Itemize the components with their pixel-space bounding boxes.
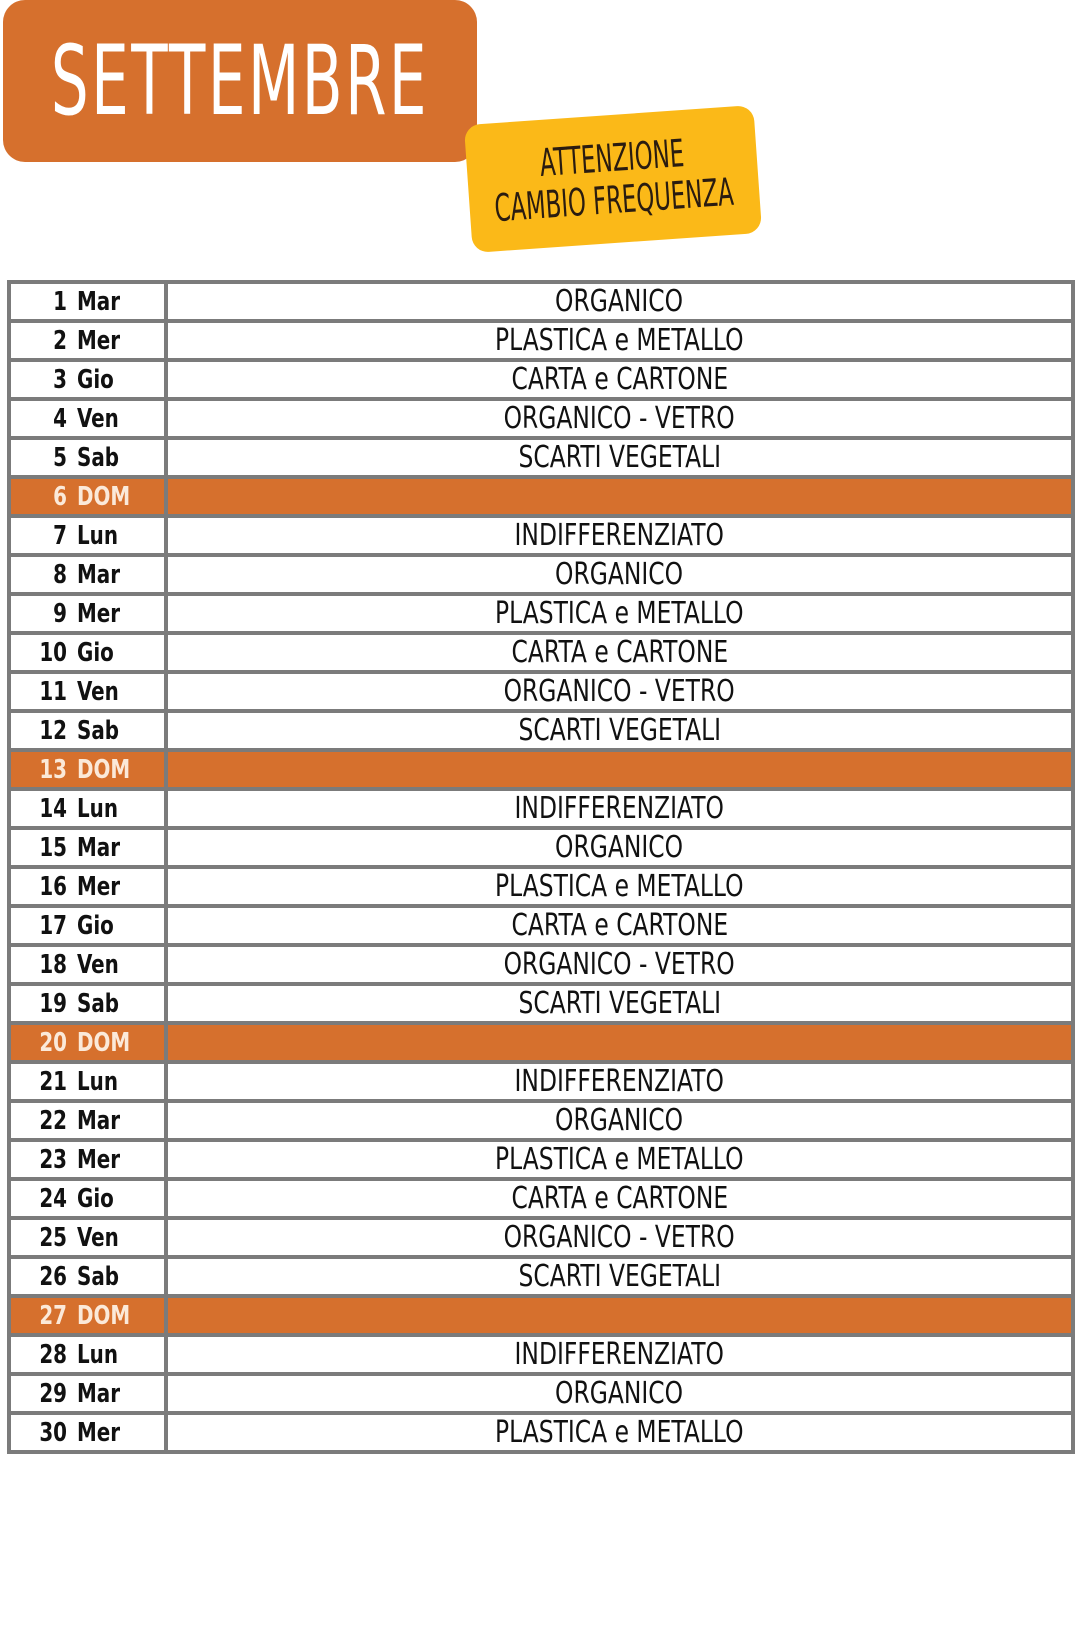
weekday-name: Mer — [77, 325, 121, 356]
waste-type: ORGANICO - VETRO — [503, 674, 736, 709]
waste-type: ORGANICO — [555, 1376, 684, 1411]
calendar-row — [9, 1101, 1073, 1140]
waste-type-cell — [166, 321, 1073, 360]
waste-type: ORGANICO — [555, 284, 684, 319]
frequency-change-notice — [464, 105, 762, 253]
weekday-name: Ven — [77, 403, 119, 434]
notice-line-1: ATTENZIONE — [537, 131, 686, 186]
weekday-name: Mer — [77, 598, 121, 629]
day-number: 11 — [39, 676, 67, 707]
waste-type-cell — [166, 282, 1073, 321]
day-number: 16 — [39, 871, 67, 902]
waste-type-cell — [166, 1413, 1073, 1452]
calendar-row — [9, 672, 1073, 711]
day-number: 3 — [53, 364, 67, 395]
day-number: 19 — [39, 988, 67, 1019]
calendar-row — [9, 711, 1073, 750]
day-cell — [9, 633, 166, 672]
notice-line-2: CAMBIO FREQUENZA — [493, 169, 736, 231]
waste-type-cell — [166, 828, 1073, 867]
waste-type-cell — [166, 789, 1073, 828]
waste-type-cell — [166, 360, 1073, 399]
calendar-row — [9, 1257, 1073, 1296]
day-number: 9 — [53, 598, 67, 629]
calendar-row — [9, 1140, 1073, 1179]
waste-type: ORGANICO — [555, 830, 684, 865]
calendar-row — [9, 1374, 1073, 1413]
day-cell — [9, 477, 166, 516]
day-cell — [9, 282, 166, 321]
waste-type: PLASTICA e METALLO — [495, 1142, 744, 1177]
waste-type: ORGANICO — [555, 1103, 684, 1138]
day-number: 20 — [39, 1027, 67, 1058]
weekday-name: Lun — [77, 520, 118, 551]
day-number: 4 — [53, 403, 67, 434]
calendar-row — [9, 1062, 1073, 1101]
collection-calendar-table — [7, 280, 1075, 1454]
weekday-name: DOM — [77, 1027, 131, 1058]
day-cell — [9, 945, 166, 984]
day-cell — [9, 360, 166, 399]
calendar-row — [9, 789, 1073, 828]
waste-type-cell — [166, 438, 1073, 477]
day-number: 15 — [39, 832, 67, 863]
weekday-name: Mar — [77, 1105, 121, 1136]
waste-type: ORGANICO — [555, 557, 684, 592]
calendar-row-sunday — [9, 1296, 1073, 1335]
calendar-row — [9, 594, 1073, 633]
day-cell — [9, 438, 166, 477]
day-cell — [9, 1218, 166, 1257]
calendar-row — [9, 282, 1073, 321]
day-number: 28 — [39, 1339, 67, 1370]
waste-type-cell — [166, 672, 1073, 711]
waste-type-cell — [166, 750, 1073, 789]
calendar-row — [9, 906, 1073, 945]
day-number: 14 — [39, 793, 67, 824]
calendar-row — [9, 438, 1073, 477]
calendar-row-sunday — [9, 1023, 1073, 1062]
waste-type: PLASTICA e METALLO — [495, 323, 744, 358]
day-cell — [9, 711, 166, 750]
calendar-row — [9, 1179, 1073, 1218]
waste-type-cell — [166, 1023, 1073, 1062]
weekday-name: Sab — [77, 988, 119, 1019]
day-cell — [9, 516, 166, 555]
weekday-name: Lun — [77, 1339, 118, 1370]
day-number: 21 — [39, 1066, 67, 1097]
calendar-row — [9, 633, 1073, 672]
waste-type-cell — [166, 1062, 1073, 1101]
weekday-name: Ven — [77, 1222, 119, 1253]
day-cell — [9, 1023, 166, 1062]
weekday-name: Mar — [77, 1378, 121, 1409]
day-cell — [9, 1257, 166, 1296]
day-cell — [9, 399, 166, 438]
waste-type: INDIFFERENZIATO — [514, 791, 725, 826]
waste-type: CARTA e CARTONE — [511, 635, 728, 670]
day-cell — [9, 1374, 166, 1413]
day-number: 2 — [53, 325, 67, 356]
calendar-row — [9, 984, 1073, 1023]
calendar-row — [9, 945, 1073, 984]
day-cell — [9, 672, 166, 711]
waste-type: SCARTI VEGETALI — [518, 1259, 721, 1294]
day-number: 24 — [39, 1183, 67, 1214]
weekday-name: Sab — [77, 1261, 119, 1292]
waste-type-cell — [166, 477, 1073, 516]
weekday-name: Mer — [77, 1144, 121, 1175]
calendar-row — [9, 555, 1073, 594]
weekday-name: Mer — [77, 871, 121, 902]
waste-type: PLASTICA e METALLO — [495, 869, 744, 904]
day-number: 1 — [53, 286, 67, 317]
day-cell — [9, 1140, 166, 1179]
day-cell — [9, 1335, 166, 1374]
calendar-row — [9, 516, 1073, 555]
waste-type-cell — [166, 516, 1073, 555]
waste-type-cell — [166, 555, 1073, 594]
waste-type-cell — [166, 1374, 1073, 1413]
day-cell — [9, 984, 166, 1023]
waste-type: PLASTICA e METALLO — [495, 1415, 744, 1450]
calendar-row — [9, 321, 1073, 360]
calendar-row — [9, 867, 1073, 906]
waste-type: INDIFFERENZIATO — [514, 1064, 725, 1099]
day-cell — [9, 594, 166, 633]
waste-type-cell — [166, 399, 1073, 438]
day-number: 12 — [39, 715, 67, 746]
weekday-name: Lun — [77, 793, 118, 824]
waste-type-cell — [166, 594, 1073, 633]
waste-type-cell — [166, 1140, 1073, 1179]
weekday-name: Mar — [77, 832, 121, 863]
weekday-name: Gio — [77, 910, 114, 941]
weekday-name: Ven — [77, 949, 119, 980]
weekday-name: DOM — [77, 481, 131, 512]
weekday-name: Mar — [77, 286, 121, 317]
waste-type-cell — [166, 1296, 1073, 1335]
waste-type: PLASTICA e METALLO — [495, 596, 744, 631]
waste-type-cell — [166, 984, 1073, 1023]
calendar-row-sunday — [9, 750, 1073, 789]
day-cell — [9, 1413, 166, 1452]
month-title-banner — [3, 0, 477, 162]
day-number: 13 — [39, 754, 67, 785]
day-cell — [9, 750, 166, 789]
waste-type: ORGANICO - VETRO — [503, 1220, 736, 1255]
day-cell — [9, 1101, 166, 1140]
day-number: 29 — [39, 1378, 67, 1409]
waste-type-cell — [166, 1101, 1073, 1140]
waste-type-cell — [166, 1218, 1073, 1257]
day-number: 5 — [53, 442, 67, 473]
calendar-row — [9, 828, 1073, 867]
waste-type-cell — [166, 867, 1073, 906]
weekday-name: Mer — [77, 1417, 121, 1448]
weekday-name: Gio — [77, 364, 114, 395]
waste-type: INDIFFERENZIATO — [514, 1337, 725, 1372]
day-cell — [9, 321, 166, 360]
day-cell — [9, 828, 166, 867]
weekday-name: DOM — [77, 754, 131, 785]
day-number: 18 — [39, 949, 67, 980]
waste-type: CARTA e CARTONE — [511, 362, 728, 397]
day-number: 6 — [53, 481, 67, 512]
calendar-row — [9, 1218, 1073, 1257]
waste-type: SCARTI VEGETALI — [518, 986, 721, 1021]
waste-type: CARTA e CARTONE — [511, 908, 728, 943]
waste-type-cell — [166, 633, 1073, 672]
day-number: 26 — [39, 1261, 67, 1292]
waste-type-cell — [166, 1179, 1073, 1218]
waste-type: SCARTI VEGETALI — [518, 440, 721, 475]
day-number: 10 — [39, 637, 67, 668]
day-cell — [9, 867, 166, 906]
waste-type: ORGANICO - VETRO — [503, 947, 736, 982]
weekday-name: Sab — [77, 442, 119, 473]
day-number: 23 — [39, 1144, 67, 1175]
day-number: 25 — [39, 1222, 67, 1253]
waste-type-cell — [166, 906, 1073, 945]
waste-type-cell — [166, 1257, 1073, 1296]
month-title: SETTEMBRE — [50, 25, 430, 137]
day-cell — [9, 906, 166, 945]
calendar-row — [9, 360, 1073, 399]
waste-type-cell — [166, 945, 1073, 984]
waste-type-cell — [166, 1335, 1073, 1374]
weekday-name: Gio — [77, 637, 114, 668]
day-number: 22 — [39, 1105, 67, 1136]
day-number: 30 — [39, 1417, 67, 1448]
day-cell — [9, 1062, 166, 1101]
calendar-row-sunday — [9, 477, 1073, 516]
waste-type: SCARTI VEGETALI — [518, 713, 721, 748]
weekday-name: Gio — [77, 1183, 114, 1214]
day-cell — [9, 1179, 166, 1218]
day-cell — [9, 555, 166, 594]
calendar-row — [9, 1413, 1073, 1452]
day-number: 27 — [39, 1300, 67, 1331]
weekday-name: Mar — [77, 559, 121, 590]
weekday-name: DOM — [77, 1300, 131, 1331]
day-cell — [9, 789, 166, 828]
calendar-row — [9, 399, 1073, 438]
day-number: 17 — [39, 910, 67, 941]
day-cell — [9, 1296, 166, 1335]
day-number: 8 — [53, 559, 67, 590]
weekday-name: Lun — [77, 1066, 118, 1097]
waste-type: INDIFFERENZIATO — [514, 518, 725, 553]
day-number: 7 — [53, 520, 67, 551]
waste-type: ORGANICO - VETRO — [503, 401, 736, 436]
waste-type-cell — [166, 711, 1073, 750]
calendar-row — [9, 1335, 1073, 1374]
waste-type: CARTA e CARTONE — [511, 1181, 728, 1216]
weekday-name: Sab — [77, 715, 119, 746]
weekday-name: Ven — [77, 676, 119, 707]
